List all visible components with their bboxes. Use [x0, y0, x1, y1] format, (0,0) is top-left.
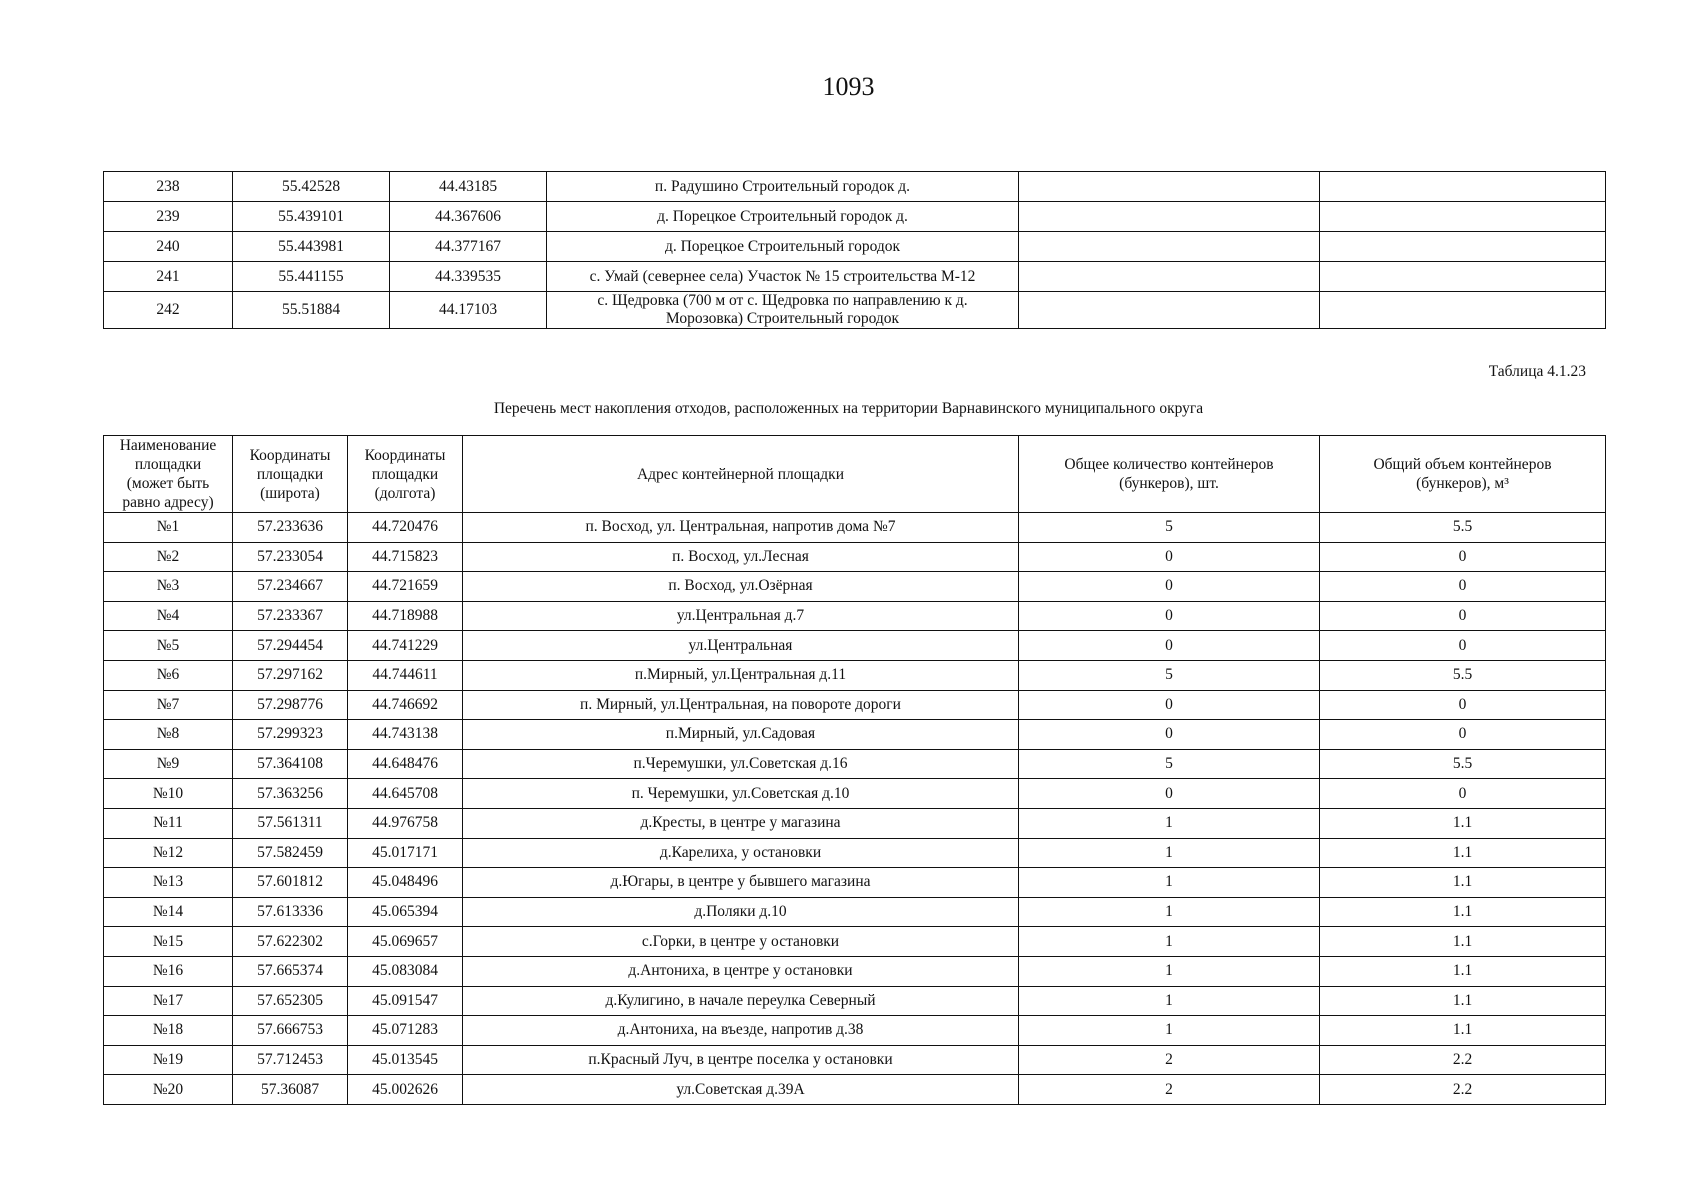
table-row: [104, 690, 1606, 720]
cell-count: 0: [1019, 572, 1320, 602]
cell-num: №9: [104, 749, 233, 779]
cell-lat: 57.665374: [233, 956, 348, 986]
cell-num: №17: [104, 986, 233, 1016]
header-count: Общее количество контейнеров (бункеров), шт.: [1019, 436, 1320, 513]
cell-address: д.Антониха, в центре у остановки: [463, 956, 1019, 986]
cell-lon: 45.013545: [348, 1045, 463, 1075]
cell-address: д.Карелиха, у остановки: [463, 838, 1019, 868]
cell-count: 2: [1019, 1075, 1320, 1105]
cell-address: ул.Советская д.39А: [463, 1075, 1019, 1105]
cell-address: д. Порецкое Строительный городок: [547, 232, 1019, 262]
cell-count: 1: [1019, 927, 1320, 957]
cell-volume: 0: [1320, 779, 1606, 809]
cell-count: 5: [1019, 660, 1320, 690]
cell-count: 5: [1019, 749, 1320, 779]
cell-address: п. Восход, ул.Лесная: [463, 542, 1019, 572]
cell-lat: 57.712453: [233, 1045, 348, 1075]
cell-lat: 57.297162: [233, 660, 348, 690]
table-header-row: [104, 436, 1606, 513]
cell-lon: 44.367606: [390, 202, 547, 232]
cell-count: 0: [1019, 601, 1320, 631]
cell-lon: 44.741229: [348, 631, 463, 661]
cell-lon: 44.645708: [348, 779, 463, 809]
cell-lon: 44.718988: [348, 601, 463, 631]
cell-address: д.Кулигино, в начале переулка Северный: [463, 986, 1019, 1016]
table-row: [104, 720, 1606, 750]
cell-lat: 57.233054: [233, 542, 348, 572]
table-row: [104, 808, 1606, 838]
header-lat: Координаты площадки (широта): [233, 436, 348, 513]
cell-count: 0: [1019, 690, 1320, 720]
address-line: с. Щедровка (700 м от с. Щедровка по направлению к д.: [597, 292, 968, 309]
cell-volume: [1320, 232, 1606, 262]
cell-volume: [1320, 202, 1606, 232]
table-row: [104, 779, 1606, 809]
cell-count: 0: [1019, 631, 1320, 661]
cell-count: 0: [1019, 779, 1320, 809]
cell-lon: 45.083084: [348, 956, 463, 986]
table-row: [104, 172, 1606, 202]
table-row: [104, 897, 1606, 927]
cell-address: п. Восход, ул.Озёрная: [463, 572, 1019, 602]
table-row: [104, 1075, 1606, 1105]
cell-lat: 57.233636: [233, 513, 348, 543]
table-row: [104, 838, 1606, 868]
table-row: [104, 232, 1606, 262]
cell-count: 1: [1019, 868, 1320, 898]
cell-lon: 44.721659: [348, 572, 463, 602]
cell-address: п. Восход, ул. Центральная, напротив дома №7: [463, 513, 1019, 543]
cell-num: 239: [104, 202, 233, 232]
cell-lon: 44.746692: [348, 690, 463, 720]
cell-lon: 44.715823: [348, 542, 463, 572]
cell-lon: 45.048496: [348, 868, 463, 898]
header-name: Наименование площадки (может быть равно адресу): [104, 436, 233, 513]
cell-num: №8: [104, 720, 233, 750]
cell-num: 238: [104, 172, 233, 202]
cell-lat: 57.601812: [233, 868, 348, 898]
cell-address: п.Черемушки, ул.Советская д.16: [463, 749, 1019, 779]
cell-volume: 1.1: [1320, 956, 1606, 986]
table-row: [104, 631, 1606, 661]
cell-lon: 45.002626: [348, 1075, 463, 1105]
cell-lon: 45.065394: [348, 897, 463, 927]
cell-volume: 5.5: [1320, 660, 1606, 690]
table-row: [104, 202, 1606, 232]
cell-lat: 57.613336: [233, 897, 348, 927]
cell-num: №18: [104, 1016, 233, 1046]
cell-count: [1019, 172, 1320, 202]
cell-count: 1: [1019, 897, 1320, 927]
table-row: [104, 572, 1606, 602]
cell-lon: 45.071283: [348, 1016, 463, 1046]
cell-lat: 57.233367: [233, 601, 348, 631]
cell-num: №10: [104, 779, 233, 809]
cell-address: д.Антониха, на въезде, напротив д.38: [463, 1016, 1019, 1046]
cell-num: №5: [104, 631, 233, 661]
cell-count: 0: [1019, 720, 1320, 750]
cell-count: 1: [1019, 1016, 1320, 1046]
cell-num: №15: [104, 927, 233, 957]
table-row: [104, 292, 1606, 329]
table-row: [104, 1016, 1606, 1046]
cell-num: №16: [104, 956, 233, 986]
cell-address: п. Мирный, ул.Центральная, на повороте дороги: [463, 690, 1019, 720]
table-row: [104, 513, 1606, 543]
cell-num: №1: [104, 513, 233, 543]
table-row: [104, 868, 1606, 898]
header-volume: Общий объем контейнеров (бункеров), м³: [1320, 436, 1606, 513]
waste-sites-table: [103, 435, 1606, 1105]
cell-lat: 57.363256: [233, 779, 348, 809]
table-caption: Таблица 4.1.23: [1488, 363, 1586, 380]
cell-volume: 0: [1320, 572, 1606, 602]
cell-lat: 55.51884: [233, 292, 390, 329]
cell-lat: 55.42528: [233, 172, 390, 202]
table-title: Перечень мест накопления отходов, расположенных на территории Варнавинского муниципального округа: [493, 400, 1204, 417]
cell-lat: 57.299323: [233, 720, 348, 750]
cell-count: 0: [1019, 542, 1320, 572]
cell-lat: 57.234667: [233, 572, 348, 602]
cell-lon: 44.744611: [348, 660, 463, 690]
table-row: [104, 956, 1606, 986]
table-row: [104, 660, 1606, 690]
cell-address: д.Кресты, в центре у магазина: [463, 808, 1019, 838]
cell-lat: 57.36087: [233, 1075, 348, 1105]
cell-volume: [1320, 262, 1606, 292]
cell-address: с. Умай (севернее села) Участок № 15 строительства М-12: [547, 262, 1019, 292]
header-lon: Координаты площадки (долгота): [348, 436, 463, 513]
cell-count: 2: [1019, 1045, 1320, 1075]
cell-lat: 57.298776: [233, 690, 348, 720]
cell-lon: 44.43185: [390, 172, 547, 202]
cell-num: №20: [104, 1075, 233, 1105]
cell-lon: 44.17103: [390, 292, 547, 329]
cell-volume: 0: [1320, 690, 1606, 720]
table-row: [104, 749, 1606, 779]
cell-volume: 1.1: [1320, 808, 1606, 838]
cell-address: д. Порецкое Строительный городок д.: [547, 202, 1019, 232]
cell-count: [1019, 292, 1320, 329]
cell-address: с.Горки, в центре у остановки: [463, 927, 1019, 957]
cell-address: п.Мирный, ул.Садовая: [463, 720, 1019, 750]
cell-lat: 57.561311: [233, 808, 348, 838]
cell-count: 5: [1019, 513, 1320, 543]
cell-lat: 57.666753: [233, 1016, 348, 1046]
cell-address: п.Красный Луч, в центре поселка у остановки: [463, 1045, 1019, 1075]
cell-volume: 0: [1320, 601, 1606, 631]
cell-lat: 55.443981: [233, 232, 390, 262]
table-row: [104, 1045, 1606, 1075]
cell-lon: 45.017171: [348, 838, 463, 868]
cell-lat: 57.364108: [233, 749, 348, 779]
cell-lon: 44.339535: [390, 262, 547, 292]
cell-lat: 57.582459: [233, 838, 348, 868]
cell-lat: 55.441155: [233, 262, 390, 292]
cell-address: ул.Центральная: [463, 631, 1019, 661]
continued-table: [103, 171, 1606, 329]
cell-lon: 45.069657: [348, 927, 463, 957]
cell-count: 1: [1019, 986, 1320, 1016]
table-row: [104, 986, 1606, 1016]
cell-lat: 55.439101: [233, 202, 390, 232]
cell-volume: 5.5: [1320, 513, 1606, 543]
table-row: [104, 262, 1606, 292]
cell-num: №7: [104, 690, 233, 720]
cell-num: №11: [104, 808, 233, 838]
cell-lon: 44.720476: [348, 513, 463, 543]
cell-count: [1019, 262, 1320, 292]
cell-address: [547, 292, 1019, 329]
cell-count: 1: [1019, 838, 1320, 868]
cell-num: №2: [104, 542, 233, 572]
cell-lat: 57.622302: [233, 927, 348, 957]
cell-lon: 44.743138: [348, 720, 463, 750]
table-row: [104, 601, 1606, 631]
cell-lon: 44.976758: [348, 808, 463, 838]
cell-count: [1019, 202, 1320, 232]
cell-num: №3: [104, 572, 233, 602]
cell-lat: 57.652305: [233, 986, 348, 1016]
cell-count: 1: [1019, 956, 1320, 986]
cell-count: 1: [1019, 808, 1320, 838]
cell-lon: 44.377167: [390, 232, 547, 262]
cell-num: №6: [104, 660, 233, 690]
cell-num: 241: [104, 262, 233, 292]
cell-volume: 1.1: [1320, 927, 1606, 957]
cell-num: 240: [104, 232, 233, 262]
cell-num: №12: [104, 838, 233, 868]
cell-lon: 44.648476: [348, 749, 463, 779]
cell-volume: 2.2: [1320, 1075, 1606, 1105]
cell-volume: 1.1: [1320, 1016, 1606, 1046]
cell-address: д.Поляки д.10: [463, 897, 1019, 927]
page-number: 1093: [822, 72, 875, 101]
cell-num: №13: [104, 868, 233, 898]
cell-volume: 0: [1320, 542, 1606, 572]
cell-address: п. Радушино Строительный городок д.: [547, 172, 1019, 202]
cell-volume: 1.1: [1320, 868, 1606, 898]
table-row: [104, 542, 1606, 572]
cell-volume: 0: [1320, 720, 1606, 750]
cell-num: №14: [104, 897, 233, 927]
cell-volume: 5.5: [1320, 749, 1606, 779]
cell-count: [1019, 232, 1320, 262]
cell-address: п. Черемушки, ул.Советская д.10: [463, 779, 1019, 809]
cell-volume: [1320, 172, 1606, 202]
cell-lat: 57.294454: [233, 631, 348, 661]
cell-volume: [1320, 292, 1606, 329]
table-row: [104, 927, 1606, 957]
cell-address: п.Мирный, ул.Центральная д.11: [463, 660, 1019, 690]
cell-address: ул.Центральная д.7: [463, 601, 1019, 631]
cell-volume: 1.1: [1320, 897, 1606, 927]
header-address: Адрес контейнерной площадки: [463, 436, 1019, 513]
cell-num: 242: [104, 292, 233, 329]
cell-volume: 1.1: [1320, 986, 1606, 1016]
cell-lon: 45.091547: [348, 986, 463, 1016]
address-line: Морозовка) Строительный городок: [665, 310, 900, 327]
cell-volume: 1.1: [1320, 838, 1606, 868]
cell-num: №4: [104, 601, 233, 631]
cell-volume: 2.2: [1320, 1045, 1606, 1075]
cell-volume: 0: [1320, 631, 1606, 661]
cell-address: д.Югары, в центре у бывшего магазина: [463, 868, 1019, 898]
cell-num: №19: [104, 1045, 233, 1075]
